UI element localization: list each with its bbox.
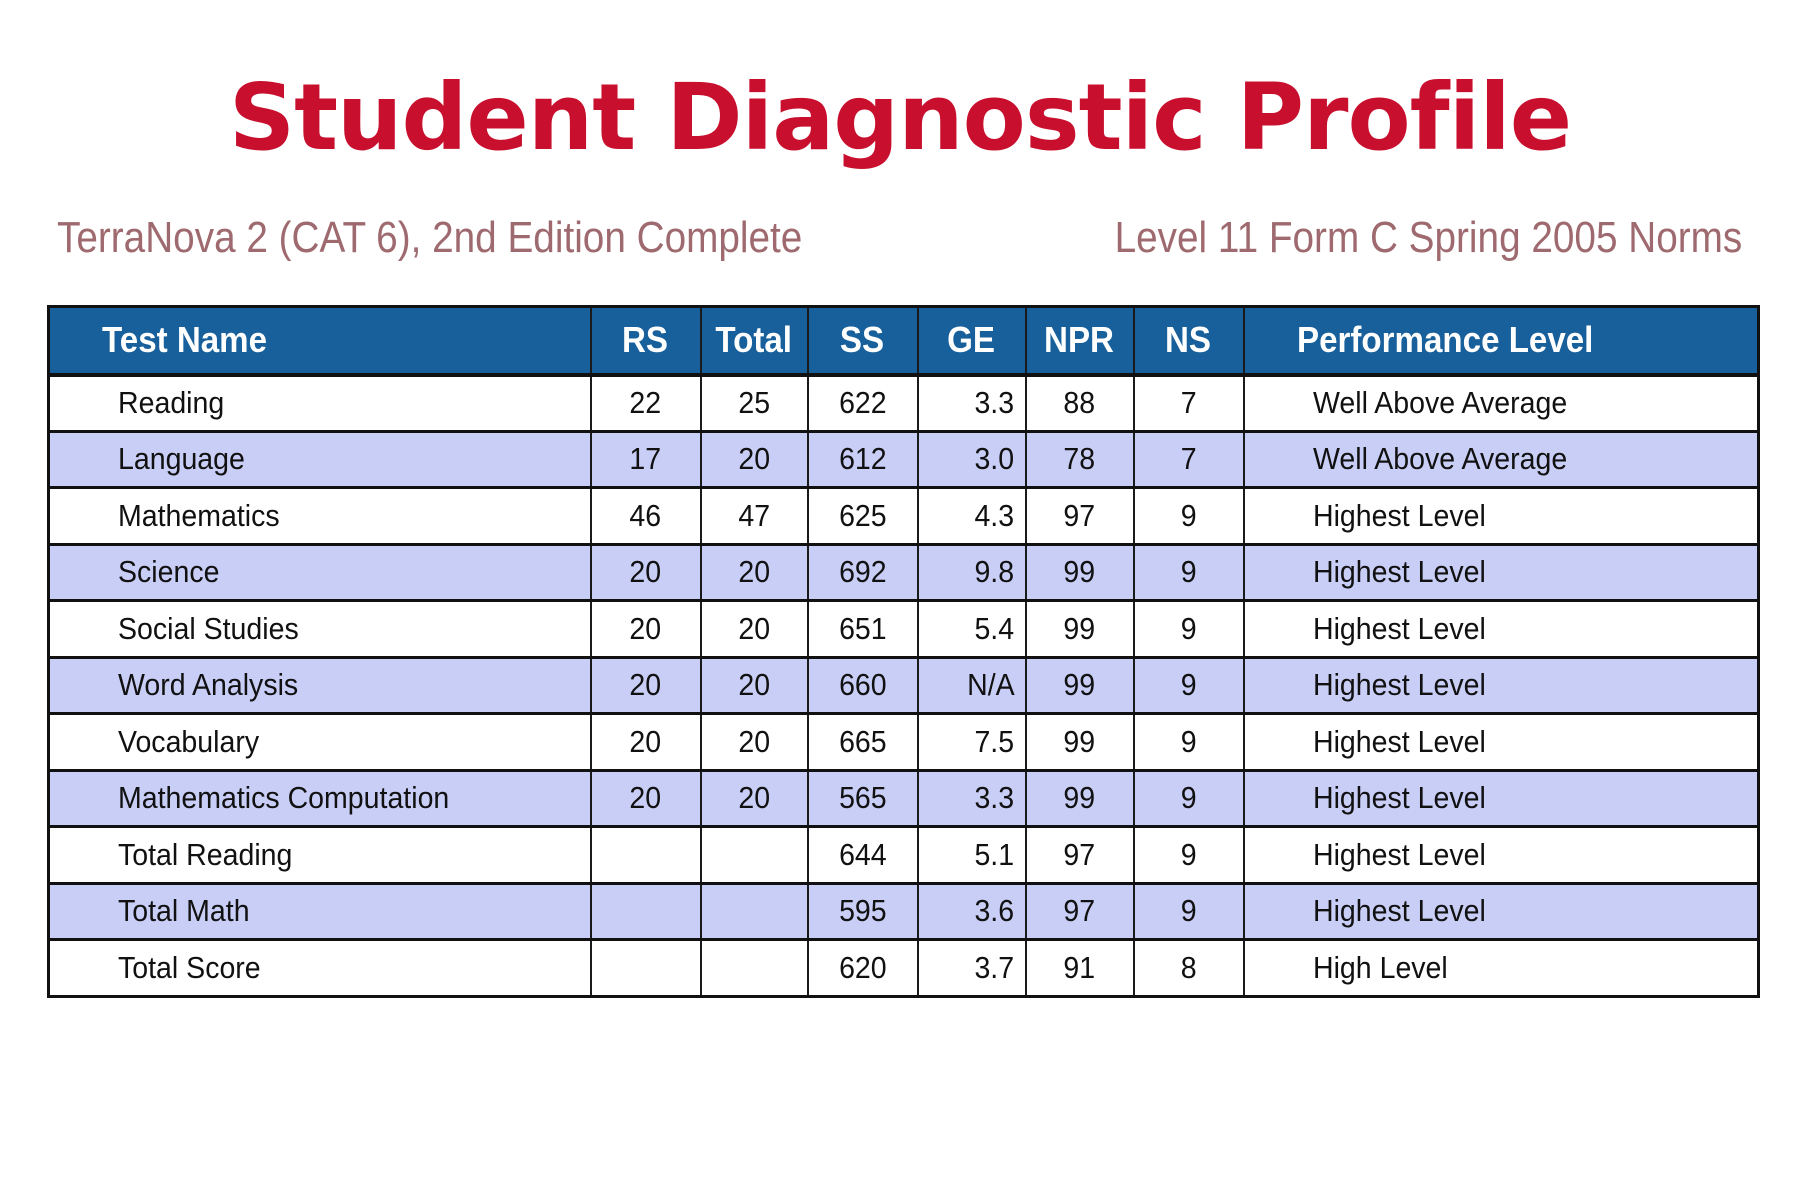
cell-total: 20 (701, 657, 808, 714)
cell-total: 20 (701, 601, 808, 658)
test-edition-subtitle: TerraNova 2 (CAT 6), 2nd Edition Complete (57, 213, 803, 262)
cell-ge: 4.3 (918, 488, 1026, 545)
cell-test-name: Total Reading (49, 827, 591, 884)
cell-total: 20 (701, 714, 808, 771)
cell-performance-level: Highest Level (1244, 714, 1759, 771)
cell-test-name: Reading (49, 375, 591, 432)
cell-test-name: Mathematics (49, 488, 591, 545)
cell-npr: 99 (1026, 770, 1134, 827)
cell-performance-level: Highest Level (1244, 657, 1759, 714)
cell-npr: 97 (1026, 883, 1134, 940)
table-header-row (49, 307, 1759, 375)
cell-ss: 644 (808, 827, 918, 884)
cell-total: 20 (701, 770, 808, 827)
table-row (49, 657, 1759, 714)
cell-ns: 7 (1134, 431, 1244, 488)
cell-rs: 20 (591, 770, 701, 827)
table-row (49, 601, 1759, 658)
table-row (49, 431, 1759, 488)
cell-ge: 5.4 (918, 601, 1026, 658)
cell-ss: 625 (808, 488, 918, 545)
cell-performance-level: Highest Level (1244, 601, 1759, 658)
cell-performance-level: Well Above Average (1244, 431, 1759, 488)
table-row (49, 940, 1759, 997)
norms-subtitle: Level 11 Form C Spring 2005 Norms (1114, 213, 1742, 262)
table-row (49, 770, 1759, 827)
cell-total: 20 (701, 431, 808, 488)
cell-performance-level: Highest Level (1244, 544, 1759, 601)
cell-total (701, 827, 808, 884)
cell-performance-level: High Level (1244, 940, 1759, 997)
cell-performance-level: Highest Level (1244, 488, 1759, 545)
cell-npr: 99 (1026, 601, 1134, 658)
cell-npr: 97 (1026, 488, 1134, 545)
cell-total (701, 940, 808, 997)
cell-performance-level: Highest Level (1244, 827, 1759, 884)
cell-test-name: Social Studies (49, 601, 591, 658)
cell-npr: 97 (1026, 827, 1134, 884)
cell-performance-level: Highest Level (1244, 883, 1759, 940)
cell-test-name: Total Math (49, 883, 591, 940)
table-row (49, 827, 1759, 884)
cell-ss: 595 (808, 883, 918, 940)
diagnostic-profile-table (47, 305, 1760, 998)
cell-test-name: Total Score (49, 940, 591, 997)
page-title: Student Diagnostic Profile (228, 64, 1572, 171)
cell-ns: 9 (1134, 827, 1244, 884)
cell-performance-level: Well Above Average (1244, 375, 1759, 432)
cell-test-name: Word Analysis (49, 657, 591, 714)
header-ss: SS (808, 307, 918, 375)
header-test-name: Test Name (49, 307, 591, 375)
cell-test-name: Mathematics Computation (49, 770, 591, 827)
header-npr: NPR (1026, 307, 1134, 375)
header-performance-level: Performance Level (1244, 307, 1759, 375)
cell-rs (591, 940, 701, 997)
cell-total: 20 (701, 544, 808, 601)
table-row (49, 375, 1759, 432)
cell-ge: 3.3 (918, 375, 1026, 432)
cell-ss: 620 (808, 940, 918, 997)
cell-ss: 651 (808, 601, 918, 658)
header-total: Total (701, 307, 808, 375)
cell-npr: 99 (1026, 657, 1134, 714)
cell-ns: 9 (1134, 657, 1244, 714)
cell-npr: 99 (1026, 544, 1134, 601)
cell-ns: 9 (1134, 883, 1244, 940)
cell-test-name: Language (49, 431, 591, 488)
cell-rs (591, 883, 701, 940)
cell-rs (591, 827, 701, 884)
cell-ss: 565 (808, 770, 918, 827)
cell-ns: 9 (1134, 488, 1244, 545)
cell-ge: 3.7 (918, 940, 1026, 997)
cell-rs: 46 (591, 488, 701, 545)
cell-npr: 91 (1026, 940, 1134, 997)
cell-ge: N/A (918, 657, 1026, 714)
table-row (49, 488, 1759, 545)
cell-ns: 9 (1134, 770, 1244, 827)
cell-rs: 20 (591, 601, 701, 658)
cell-rs: 20 (591, 544, 701, 601)
cell-ss: 692 (808, 544, 918, 601)
cell-rs: 20 (591, 657, 701, 714)
cell-ss: 665 (808, 714, 918, 771)
cell-rs: 22 (591, 375, 701, 432)
cell-performance-level: Highest Level (1244, 770, 1759, 827)
cell-npr: 88 (1026, 375, 1134, 432)
cell-ge: 3.3 (918, 770, 1026, 827)
cell-ge: 9.8 (918, 544, 1026, 601)
cell-ns: 9 (1134, 714, 1244, 771)
header-rs: RS (591, 307, 701, 375)
cell-ss: 612 (808, 431, 918, 488)
cell-rs: 17 (591, 431, 701, 488)
cell-ss: 622 (808, 375, 918, 432)
cell-total (701, 883, 808, 940)
table-row (49, 714, 1759, 771)
cell-rs: 20 (591, 714, 701, 771)
cell-ge: 7.5 (918, 714, 1026, 771)
cell-test-name: Science (49, 544, 591, 601)
cell-ge: 3.6 (918, 883, 1026, 940)
cell-ge: 3.0 (918, 431, 1026, 488)
cell-ns: 9 (1134, 601, 1244, 658)
cell-ss: 660 (808, 657, 918, 714)
cell-ge: 5.1 (918, 827, 1026, 884)
cell-ns: 7 (1134, 375, 1244, 432)
table-row (49, 544, 1759, 601)
table-body (49, 375, 1759, 997)
cell-total: 25 (701, 375, 808, 432)
table-row (49, 883, 1759, 940)
header-ns: NS (1134, 307, 1244, 375)
cell-total: 47 (701, 488, 808, 545)
header-ge: GE (918, 307, 1026, 375)
cell-npr: 99 (1026, 714, 1134, 771)
cell-npr: 78 (1026, 431, 1134, 488)
cell-ns: 8 (1134, 940, 1244, 997)
cell-ns: 9 (1134, 544, 1244, 601)
cell-test-name: Vocabulary (49, 714, 591, 771)
